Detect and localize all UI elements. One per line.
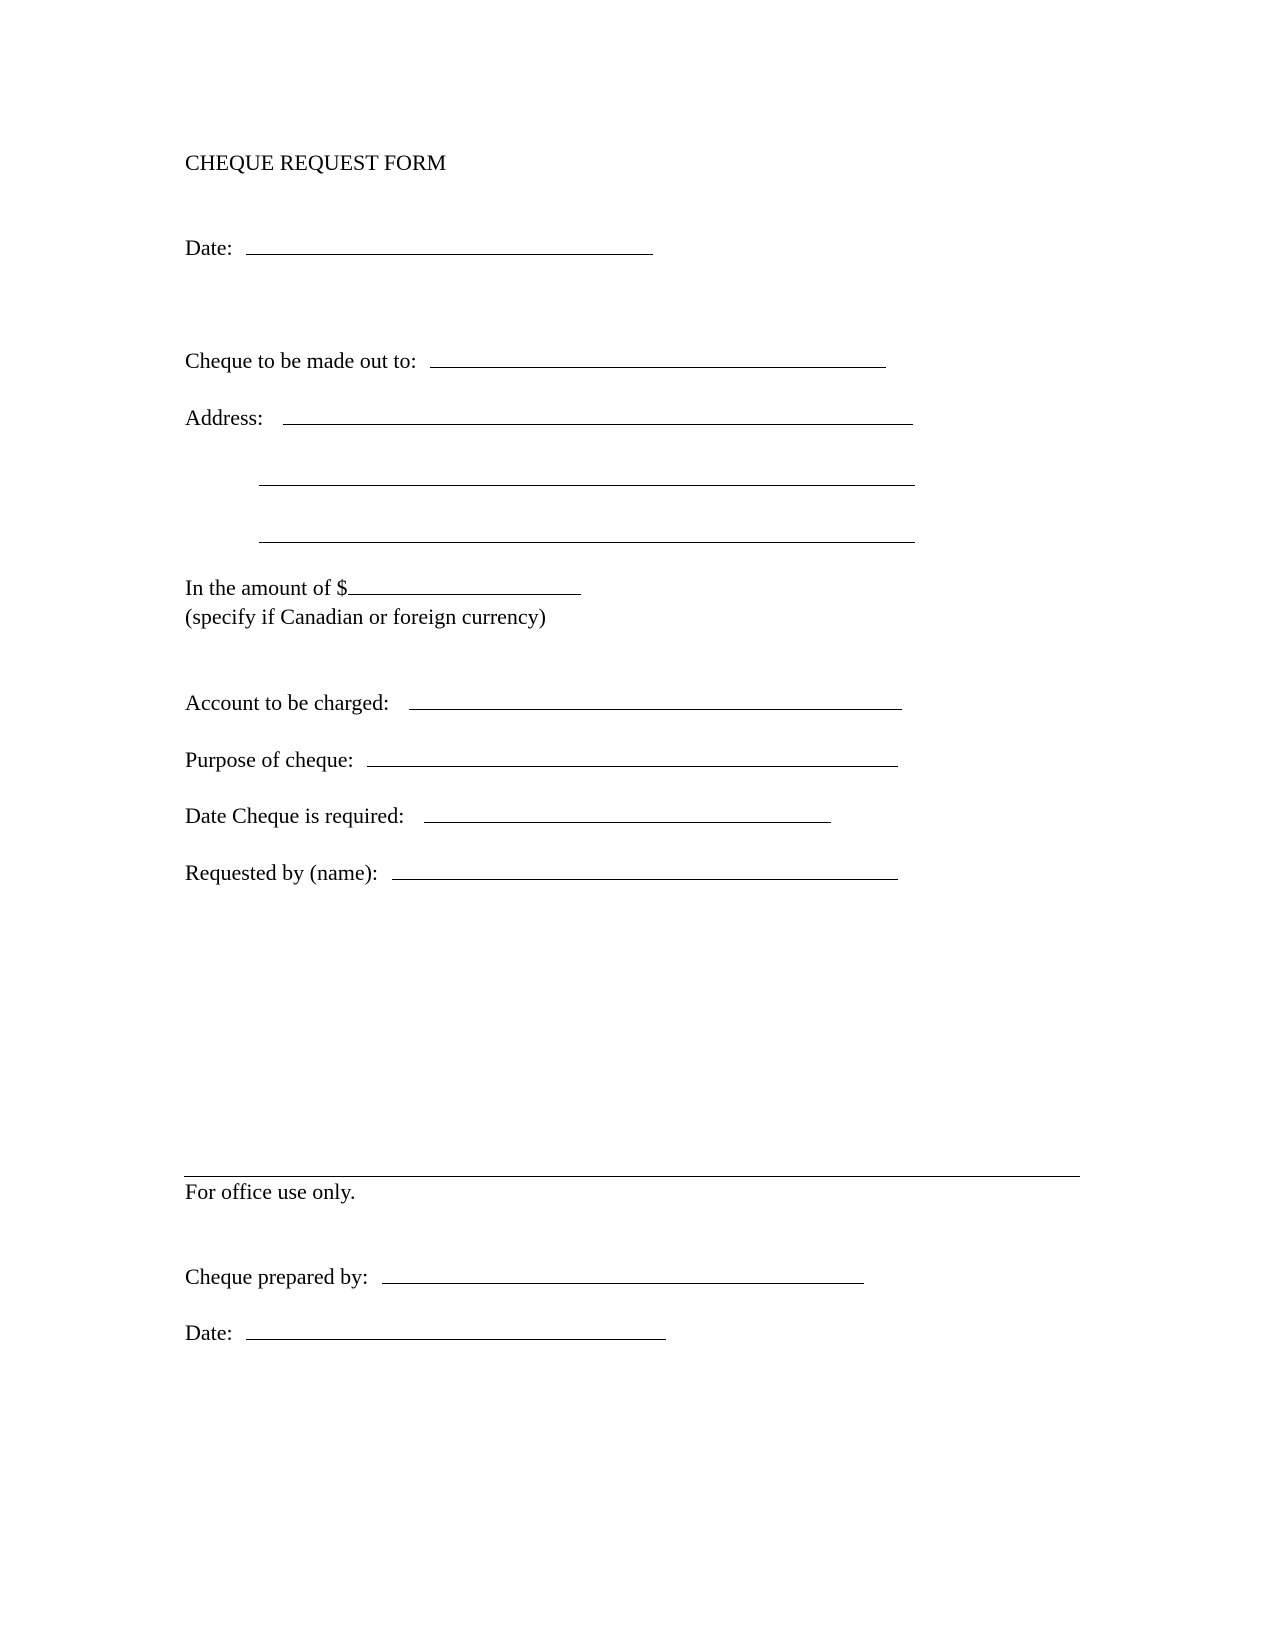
amount-field[interactable] xyxy=(348,576,581,595)
payee-field[interactable] xyxy=(430,349,886,368)
form-title: CHEQUE REQUEST FORM xyxy=(185,150,447,175)
purpose-row xyxy=(185,747,898,773)
required-date-row xyxy=(185,803,831,829)
requested-by-label: Requested by (name): xyxy=(185,860,379,885)
office-use-divider xyxy=(184,1176,1080,1177)
account-label: Account to be charged: xyxy=(185,690,390,715)
office-date-label: Date: xyxy=(185,1320,233,1345)
purpose-label: Purpose of cheque: xyxy=(185,747,354,772)
payee-label: Cheque to be made out to: xyxy=(185,348,417,373)
date-field[interactable] xyxy=(246,236,653,255)
payee-row xyxy=(185,348,886,374)
address-row xyxy=(185,405,913,431)
amount-row xyxy=(185,575,581,601)
amount-label: In the amount of $ xyxy=(185,575,348,600)
date-row xyxy=(185,235,653,261)
prepared-by-row xyxy=(185,1264,864,1290)
required-date-field[interactable] xyxy=(424,804,831,823)
address-field-line-2[interactable] xyxy=(259,484,915,486)
address-field-line-1[interactable] xyxy=(283,406,913,425)
office-date-field[interactable] xyxy=(246,1321,666,1340)
account-row xyxy=(185,690,902,716)
address-label: Address: xyxy=(185,405,264,430)
prepared-by-label: Cheque prepared by: xyxy=(185,1264,369,1289)
required-date-label: Date Cheque is required: xyxy=(185,803,405,828)
office-date-row xyxy=(185,1320,666,1346)
office-use-heading: For office use only. xyxy=(185,1179,356,1204)
requested-by-row xyxy=(185,860,898,886)
date-label: Date: xyxy=(185,235,233,260)
account-field[interactable] xyxy=(409,691,902,710)
amount-note: (specify if Canadian or foreign currency) xyxy=(185,604,547,629)
purpose-field[interactable] xyxy=(367,748,898,767)
address-field-line-3[interactable] xyxy=(259,541,915,543)
prepared-by-field[interactable] xyxy=(382,1265,864,1284)
requested-by-field[interactable] xyxy=(392,861,898,880)
